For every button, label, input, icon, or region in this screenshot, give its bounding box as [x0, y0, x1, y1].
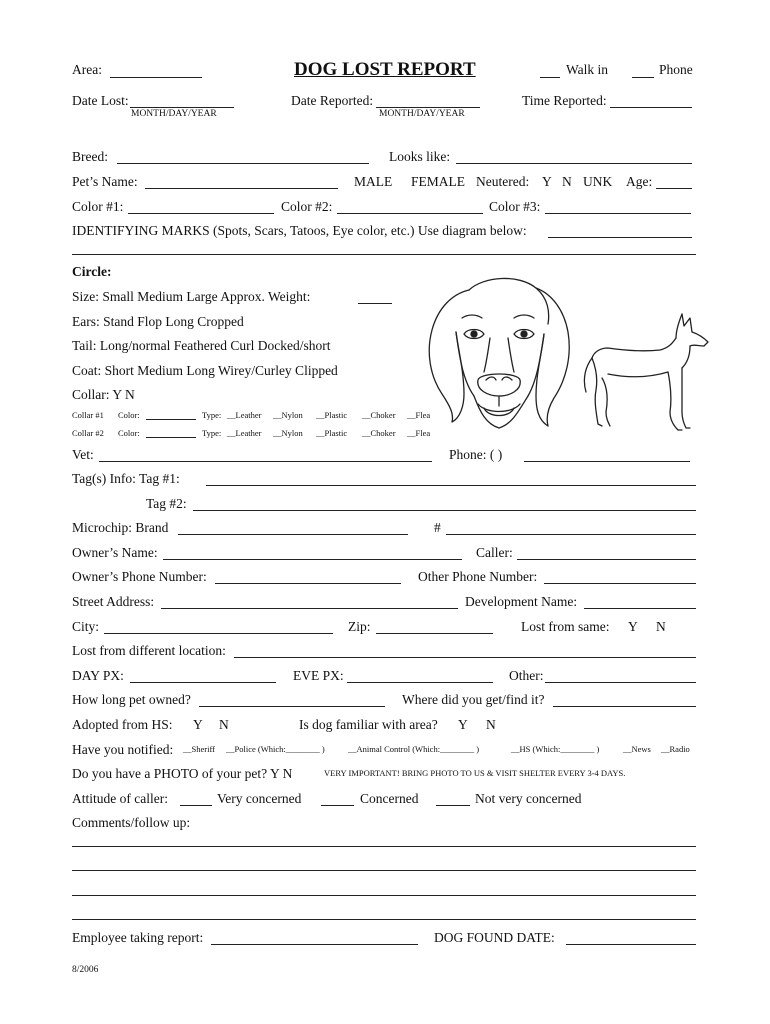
street-address-label: Street Address: [72, 594, 155, 609]
coat-options[interactable]: Coat: Short Medium Long Wirey/Curley Clipped [72, 363, 338, 378]
concerned-label: Concerned [360, 791, 419, 806]
where-get-label: Where did you get/find it? [402, 692, 545, 707]
phone-label: Phone [659, 62, 693, 77]
employee-field[interactable] [211, 944, 418, 945]
vet-phone-field[interactable] [524, 461, 690, 462]
not-very-concerned-label: Not very concerned [475, 791, 582, 806]
zip-label: Zip: [348, 619, 371, 634]
pets-name-label: Pet’s Name: [72, 174, 138, 189]
collar2-flea[interactable]: __Flea [407, 428, 431, 438]
collar2-choker[interactable]: __Choker [362, 428, 396, 438]
other-phone-label: Other Phone Number: [418, 569, 538, 584]
date-lost-label: Date Lost: [72, 93, 129, 108]
collar2-color-field[interactable] [146, 437, 196, 438]
collar2-type-label: Type: [202, 428, 222, 438]
photo-question[interactable]: Do you have a PHOTO of your pet? Y N [72, 766, 293, 781]
circle-heading: Circle: [72, 264, 112, 279]
dog-head-diagram [424, 272, 574, 447]
lost-same-y[interactable]: Y [628, 619, 638, 634]
vet-field[interactable] [99, 461, 432, 462]
familiar-n[interactable]: N [486, 717, 496, 732]
tag2-label: Tag #2: [146, 496, 187, 511]
color3-label: Color #3: [489, 199, 541, 214]
owners-phone-field[interactable] [215, 583, 401, 584]
notified-news[interactable]: __News [623, 744, 651, 754]
date-lost-field[interactable] [130, 107, 234, 108]
attitude-label: Attitude of caller: [72, 791, 168, 806]
collar1-leather[interactable]: __Leather [227, 410, 262, 420]
collar2-label: Collar #2 [72, 428, 104, 438]
other-field[interactable] [545, 682, 696, 683]
caller-label: Caller: [476, 545, 513, 560]
collar1-color-label: Color: [118, 410, 140, 420]
neutered-unk[interactable]: UNK [583, 174, 613, 189]
identifying-marks-field[interactable] [548, 237, 692, 238]
microchip-number-field[interactable] [446, 534, 696, 535]
color3-field[interactable] [545, 213, 691, 214]
breed-label: Breed: [72, 149, 108, 164]
collar1-color-field[interactable] [146, 419, 196, 420]
time-reported-field[interactable] [610, 107, 692, 108]
walk-in-check[interactable] [540, 77, 560, 78]
photo-note: VERY IMPORTANT! BRING PHOTO TO US & VISIT SHELTER EVERY 3-4 DAYS. [324, 768, 626, 778]
pets-name-field[interactable] [145, 188, 338, 189]
zip-field[interactable] [376, 633, 493, 634]
found-date-label: DOG FOUND DATE: [434, 930, 555, 945]
size-options[interactable]: Size: Small Medium Large Approx. Weight: [72, 289, 311, 304]
age-field[interactable] [656, 188, 692, 189]
collar2-plastic[interactable]: __Plastic [316, 428, 348, 438]
development-name-field[interactable] [584, 608, 696, 609]
form-title: DOG LOST REPORT [294, 59, 476, 80]
lost-different-field[interactable] [234, 657, 696, 658]
comments-label: Comments/follow up: [72, 815, 191, 830]
owners-phone-label: Owner’s Phone Number: [72, 569, 207, 584]
collar2-leather[interactable]: __Leather [227, 428, 262, 438]
caller-field[interactable] [517, 559, 696, 560]
owners-name-field[interactable] [163, 559, 462, 560]
color1-field[interactable] [128, 213, 274, 214]
adopted-n[interactable]: N [219, 717, 229, 732]
city-field[interactable] [104, 633, 333, 634]
where-get-field[interactable] [553, 706, 696, 707]
age-label: Age: [626, 174, 653, 189]
collar1-plastic[interactable]: __Plastic [316, 410, 348, 420]
lost-same-label: Lost from same: [521, 619, 610, 634]
collar1-choker[interactable]: __Choker [362, 410, 396, 420]
development-name-label: Development Name: [465, 594, 578, 609]
color2-label: Color #2: [281, 199, 333, 214]
looks-like-label: Looks like: [389, 149, 451, 164]
microchip-brand-field[interactable] [178, 534, 408, 535]
tag1-label: Tag(s) Info: Tag #1: [72, 471, 180, 486]
form-version: 8/2006 [72, 965, 99, 975]
not-very-concerned-check[interactable] [436, 805, 470, 806]
found-date-field[interactable] [566, 944, 696, 945]
lost-different-label: Lost from different location: [72, 643, 226, 658]
area-label: Area: [72, 62, 102, 77]
neutered-y[interactable]: Y [542, 174, 552, 189]
comments-line-3[interactable] [72, 895, 696, 896]
comments-line-1[interactable] [72, 846, 696, 847]
identifying-marks-line2[interactable] [72, 254, 696, 255]
tail-options[interactable]: Tail: Long/normal Feathered Curl Docked/short [72, 338, 331, 353]
adopted-y[interactable]: Y [193, 717, 203, 732]
date-lost-format: MONTH/DAY/YEAR [131, 109, 217, 119]
color1-label: Color #1: [72, 199, 124, 214]
tag1-field[interactable] [206, 485, 696, 486]
notified-animal-control[interactable]: __Animal Control (Which:________ ) [348, 744, 480, 754]
time-reported-label: Time Reported: [522, 93, 607, 108]
notified-hs[interactable]: __HS (Which:________ ) [511, 744, 600, 754]
other-label: Other: [509, 668, 544, 683]
vet-phone-label: Phone: ( ) [449, 447, 503, 462]
street-address-field[interactable] [161, 608, 458, 609]
microchip-label: Microchip: Brand [72, 520, 169, 535]
vet-label: Vet: [72, 447, 94, 462]
looks-like-field[interactable] [456, 163, 692, 164]
comments-line-2[interactable] [72, 870, 696, 871]
male-option[interactable]: MALE [354, 174, 393, 189]
other-phone-field[interactable] [544, 583, 696, 584]
collar-options[interactable]: Collar: Y N [72, 387, 135, 402]
familiar-label: Is dog familiar with area? [299, 717, 438, 732]
color2-field[interactable] [337, 213, 483, 214]
comments-line-4[interactable] [72, 919, 696, 920]
notified-sheriff[interactable]: __Sheriff [183, 744, 215, 754]
collar1-label: Collar #1 [72, 410, 104, 420]
neutered-n[interactable]: N [562, 174, 572, 189]
notified-police[interactable]: __Police (Which:________ ) [226, 744, 325, 754]
employee-label: Employee taking report: [72, 930, 204, 945]
how-long-label: How long pet owned? [72, 692, 191, 707]
date-reported-format: MONTH/DAY/YEAR [379, 109, 465, 119]
walk-in-label: Walk in [566, 62, 609, 77]
collar1-type-label: Type: [202, 410, 222, 420]
very-concerned-check[interactable] [180, 805, 212, 806]
tag2-field[interactable] [193, 510, 696, 511]
microchip-number-label: # [434, 520, 441, 535]
date-reported-label: Date Reported: [291, 93, 374, 108]
identifying-marks-label: IDENTIFYING MARKS (Spots, Scars, Tatoos, Eye color, etc.) Use diagram below: [72, 223, 527, 238]
phone-check[interactable] [632, 77, 654, 78]
very-concerned-label: Very concerned [217, 791, 302, 806]
adopted-label: Adopted from HS: [72, 717, 173, 732]
weight-field[interactable] [358, 303, 392, 304]
how-long-field[interactable] [199, 706, 385, 707]
breed-field[interactable] [117, 163, 369, 164]
notified-label: Have you notified: [72, 742, 174, 757]
city-label: City: [72, 619, 100, 634]
eve-px-label: EVE PX: [293, 668, 344, 683]
notified-radio[interactable]: __Radio [661, 744, 690, 754]
day-px-field[interactable] [130, 682, 276, 683]
dog-body-diagram [578, 308, 718, 438]
ears-options[interactable]: Ears: Stand Flop Long Cropped [72, 314, 244, 329]
day-px-label: DAY PX: [72, 668, 124, 683]
collar2-nylon[interactable]: __Nylon [273, 428, 303, 438]
eve-px-field[interactable] [347, 682, 493, 683]
collar2-color-label: Color: [118, 428, 140, 438]
familiar-y[interactable]: Y [458, 717, 468, 732]
collar1-nylon[interactable]: __Nylon [273, 410, 303, 420]
date-reported-field[interactable] [376, 107, 480, 108]
area-field[interactable] [110, 77, 202, 78]
female-option[interactable]: FEMALE [411, 174, 465, 189]
lost-same-n[interactable]: N [656, 619, 666, 634]
collar1-flea[interactable]: __Flea [407, 410, 431, 420]
concerned-check[interactable] [321, 805, 354, 806]
neutered-label: Neutered: [476, 174, 530, 189]
owners-name-label: Owner’s Name: [72, 545, 158, 560]
